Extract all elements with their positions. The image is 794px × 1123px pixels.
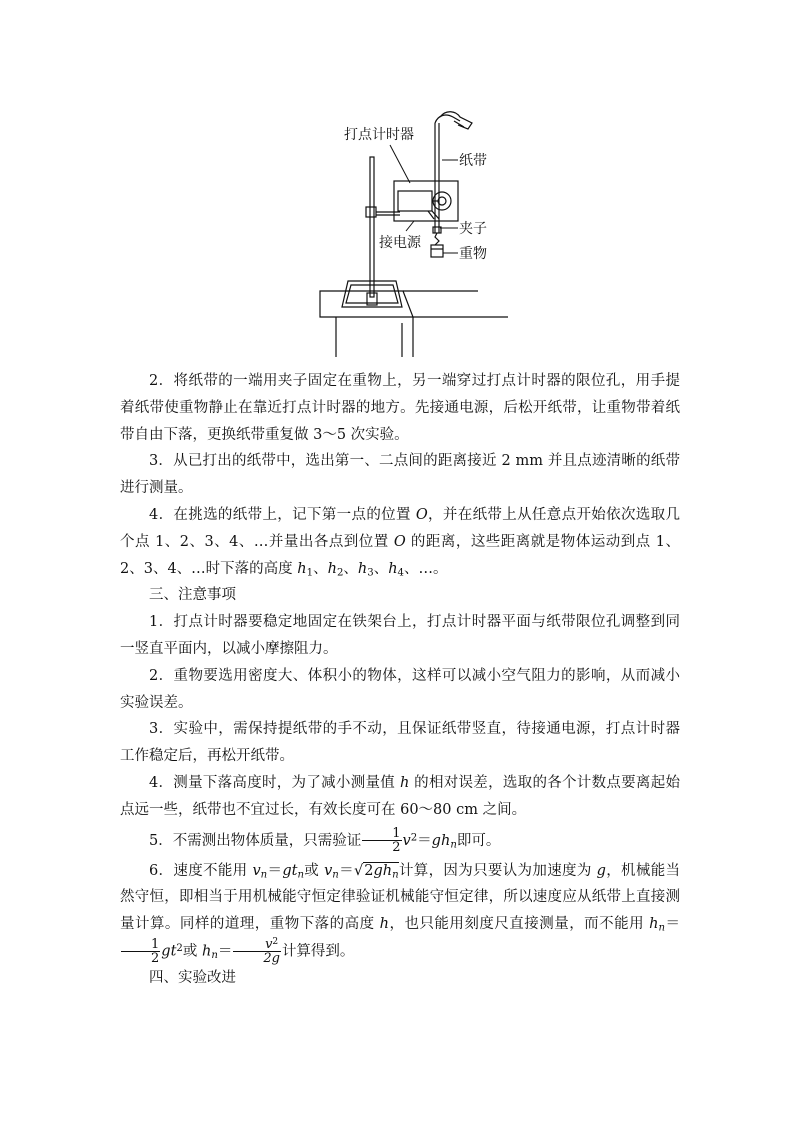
note-3: 3．实验中，需保持提纸带的手不动，且保证纸带竖直，待接通电源，打点计时器工作稳定后，再松开纸带。 [120, 721, 680, 765]
label-timer: 打点计时器 [344, 127, 414, 143]
note-6: 6．速度不能用 $v_n=gt_n$或 $v_n=√2gh_n$计算，因为只要认为加速度为 g，机械能当然守恒，即相当于用机械能守恒定律验证机械能守恒定律，所以速度应从纸带上直接测量计算。同样的道理，重物下落的高度 h，也只能用刻度尺直接测量，而不能用 $h_n=$ $\frac{1}{2}$ $gt^2$或 $h_n=$ $\frac{v^2}{2g}$ 计算得到。 [120, 862, 681, 966]
label-tape: 纸带 [459, 153, 487, 169]
step-3: 3．从已打出的纸带中，选出第一、二点间的距离接近 2 mm 并且点迹清晰的纸带进行测量。 [120, 453, 680, 497]
note-1: 1．打点计时器要稳定地固定在铁架台上，打点计时器平面与纸带限位孔调整到同一竖直平面内，以减小摩擦阻力。 [120, 614, 680, 657]
step-2: 2．将纸带的一端用夹子固定在重物上，另一端穿过打点计时器的限位孔，用手提着纸带使重物静止在靠近打点计时器的地方。先接通电源，后松开纸带，让重物带着纸带自由下落，更换纸带重复做 3～5 次实验。 [120, 373, 680, 443]
note-2: 2．重物要选用密度大、体积小的物体，这样可以减小空气阻力的影响，从而减小实验误差。 [120, 667, 680, 711]
iron-stand [366, 157, 400, 305]
fraction-one-half: $\frac{1}{2}$ [362, 827, 401, 854]
clip-and-weight [431, 227, 443, 257]
section-heading-improvement: 四、实验改进 [149, 970, 236, 987]
sqrt-expression: $2gh_n$ [364, 862, 399, 881]
note-5: 5．不需测出物体质量，只需验证 $\frac{1}{2}$ $v^2=gh_n$即可。 [149, 826, 501, 856]
note-4: 4．测量下落高度时，为了减小测量值 h 的相对误差，选取的各个计数点要离起始点远一些，纸带也不宜过长，有效长度可在 60～80 cm 之间。 [120, 774, 680, 818]
fraction-one-half-2: $\frac{1}{2}$ [121, 938, 160, 965]
step-4: 4．在挑选的纸带上，记下第一点的位置 O，并在纸带上从任意点开始依次选取几个点 1、2、3、4、…并量出各点到位置 O 的距离，这些距离就是物体运动到点 1、2、3、4、…时下落的高度 $h_1$、$h_2$、$h_3$、$h_4$、…。 [120, 506, 680, 579]
timer-device [394, 181, 458, 221]
fraction-v2-over-2g: $\frac{v^2}{2g}$ [233, 938, 281, 965]
document-body [120, 368, 680, 992]
label-clip: 夹子 [459, 221, 487, 237]
label-power: 接电源 [379, 235, 421, 251]
paper-tape [435, 112, 472, 233]
label-weight: 重物 [459, 246, 487, 262]
experiment-apparatus-diagram [318, 95, 508, 357]
section-heading-notes: 三、注意事项 [149, 587, 236, 604]
table-drawing [320, 281, 508, 357]
